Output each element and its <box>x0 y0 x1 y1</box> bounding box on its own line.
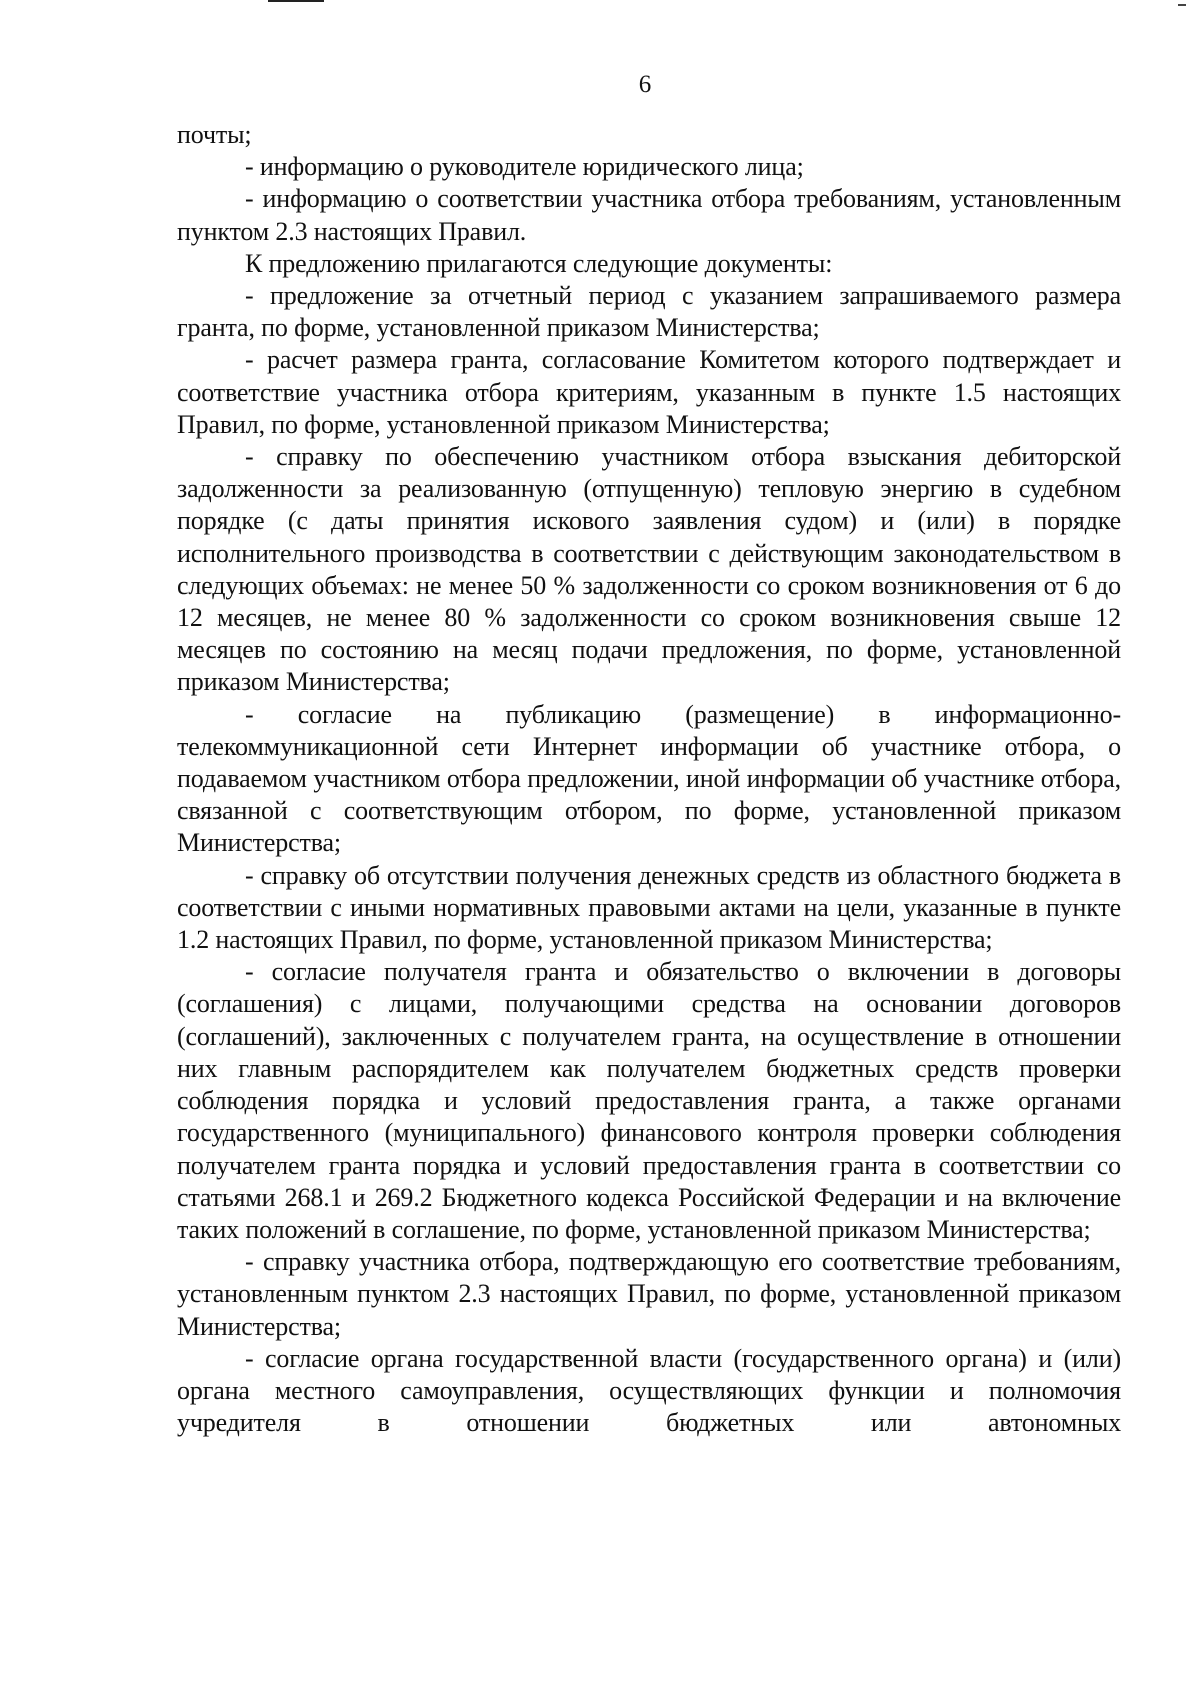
paragraph-compliance-info: - информацию о соответствии участника отбора требованиям, установленным пунктом 2.3 настоящих Правил. <box>177 184 1121 246</box>
paragraph-manager-info: - информацию о руководителе юридического лица; <box>245 152 804 182</box>
document-body <box>177 119 1121 1439</box>
paragraph-proposal: - предложение за отчетный период с указанием запрашиваемого размера гранта, по форме, установленной приказом Министерства; <box>177 281 1121 343</box>
paragraph-grant-calculation: - расчет размера гранта, согласование Комитетом которого подтверждает и соответствие участника отбора критериям, указанным в пункте 1.5 настоящих Правил, по форме, установленной приказом Министерства; <box>177 345 1121 439</box>
paragraph-publication-consent: - согласие на публикацию (размещение) в информационно-телекоммуникационной сети Интернет информации об участнике отбора, о подаваемом участником отбора предложении, иной информации об участнике отбора, связанной с соответствующим отбором, по форме, установленной приказом Министерства; <box>177 699 1121 858</box>
page-number: 6 <box>638 71 652 98</box>
paragraph-compliance-certificate: - справку участника отбора, подтверждающую его соответствие требованиям, установленным пунктом 2.3 настоящих Правил, по форме, установленной приказом Министерства; <box>177 1247 1121 1341</box>
paragraph-recipient-consent: - согласие получателя гранта и обязательство о включении в договоры (соглашения) с лицами, получающими средства на основании договоров (соглашений), заключенных с получателем гранта, на осуществление в отношении них главным распорядителем как получателем бюджетных средств проверки соблюдения порядка и условий предоставления гранта, а также органами государственного (муниципального) финансового контроля проверки соблюдения получателем гранта порядка и условий предоставления гранта в соответствии со статьями 268.1 и 269.2 Бюджетного кодекса Российской Федерации и на включение таких положений в соглашение, по форме, установленной приказом Министерства; <box>177 957 1121 1244</box>
paragraph-authority-consent: - согласие органа государственной власти (государственного органа) и (или) органа местного самоуправления, осуществляющих функции и полномочия учредителя в отношении бюджетных или автономных <box>177 1343 1121 1438</box>
paragraph-no-funds-certificate: - справку об отсутствии получения денежных средств из областного бюджета в соответствии с иными нормативных правовыми актами на цели, указанные в пункте 1.2 настоящих Правил, по форме, установленной приказом Министерства; <box>177 860 1121 955</box>
paragraph-continuation: почты; <box>177 120 252 149</box>
scan-corner-mark <box>1178 4 1186 6</box>
paragraph-documents-intro: К предложению прилагаются следующие документы: <box>245 248 833 278</box>
scan-top-mark <box>268 0 324 2</box>
paragraph-debt-certificate: - справку по обеспечению участником отбора взыскания дебиторской задолженности за реализованную (отпущенную) тепловую энергию в судебном порядке (с даты принятия искового заявления судом) и (или) в порядке исполнительного производства в соответствии с действующим законодательством в следующих объемах: не менее 50 % задолженности со сроком возникновения от 6 до 12 месяцев, не менее 80 % задолженности со сроком возникновения свыше 12 месяцев по состоянию на месяц подачи предложения, по форме, установленной приказом Министерства; <box>177 442 1121 697</box>
